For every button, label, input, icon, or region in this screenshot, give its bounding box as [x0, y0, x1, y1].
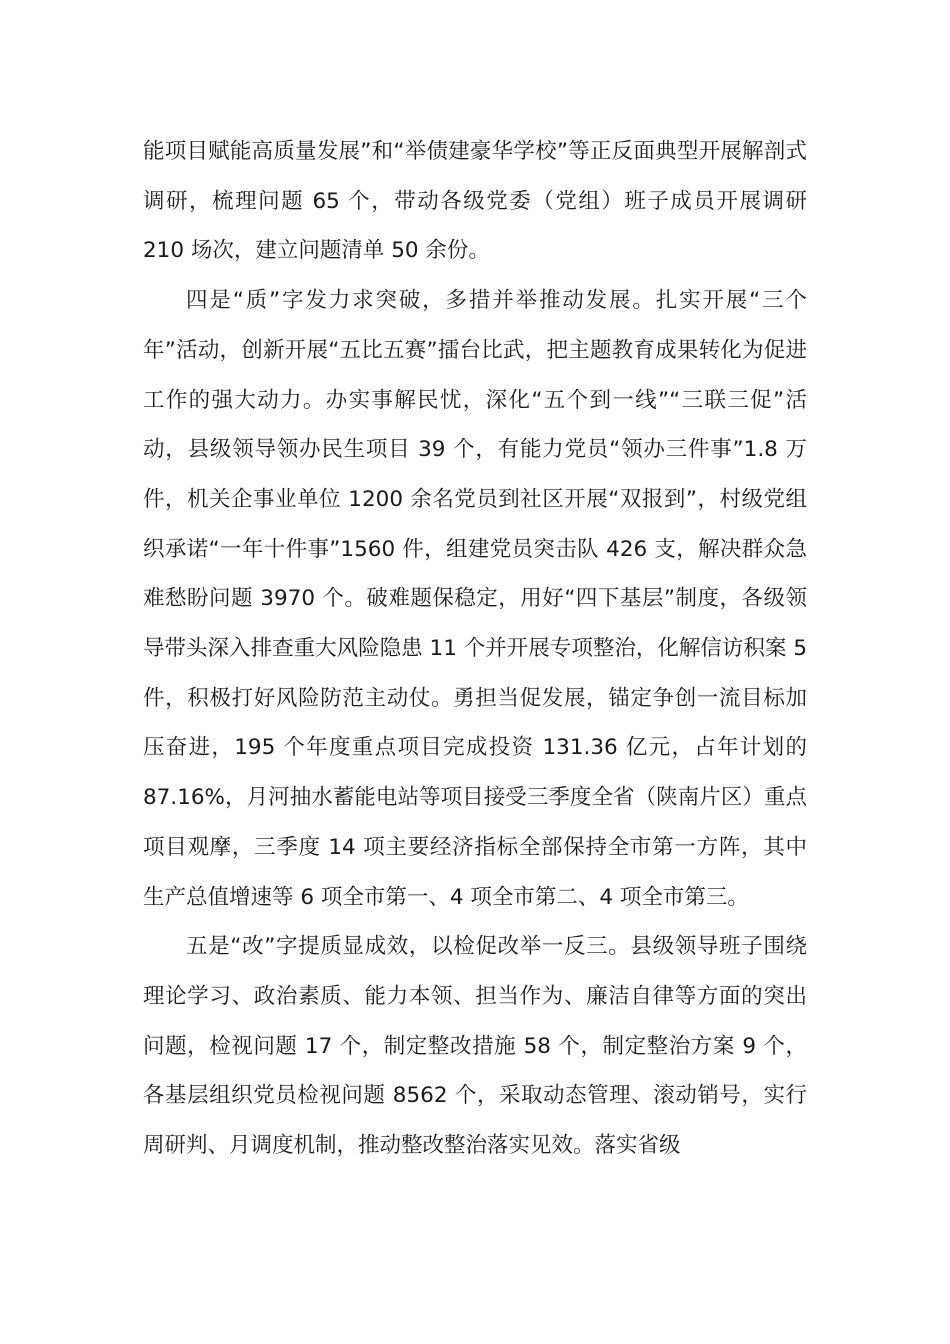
paragraph-survey-continuation: 能项目赋能高质量发展”和“举债建豪华学校”等正反面典型开展解剖式调研，梳理问题 65 个，带动各级党委（党组）班子成员开展调研 210 场次，建立问题清单 50 余份。: [143, 139, 807, 264]
document-body: [143, 127, 807, 1171]
paragraph-reform-results: 五是“改”字提质显成效，以检促改举一反三。县级领导班子围绕理论学习、政治素质、能力本领、担当作为、廉洁自律等方面的突出问题，检视问题 17 个，制定整改措施 58 个，制定整治方案 9 个，各基层组织党员检视问题 8562 个，采取动态管理、滚动销号，实行周研判、月调度机制，推动整改整治落实见效。落实省级: [143, 934, 807, 1159]
paragraph-quality-breakthrough: 四是“质”字发力求突破，多措并举推动发展。扎实开展“三个年”活动，创新开展“五比五赛”擂台比武，把主题教育成果转化为促进工作的强大动力。办实事解民忧，深化“五个到一线”“三联三促”活动，县级领导领办民生项目 39 个，有能力党员“领办三件事”1.8 万件，机关企事业单位 1200 余名党员到社区开展“双报到”，村级党组织承诺“一年十件事”1560 件，组建党员突击队 426 支，解决群众急难愁盼问题 3970 个。破难题保稳定，用好“四下基层”制度，各级领导带头深入排查重大风险隐患 11 个并开展专项整治，化解信访积案 5 件，积极打好风险防范主动仗。勇担当促发展，锚定争创一流目标加压奋进，195 个年度重点项目完成投资 131.36 亿元，占年计划的 87.16%，月河抽水蓄能电站等项目接受三季度全省（陕南片区）重点项目观摩，三季度 14 项主要经济指标全部保持全市第一方阵，其中生产总值增速等 6 项全市第一、4 项全市第二、4 项全市第三。: [143, 288, 807, 910]
